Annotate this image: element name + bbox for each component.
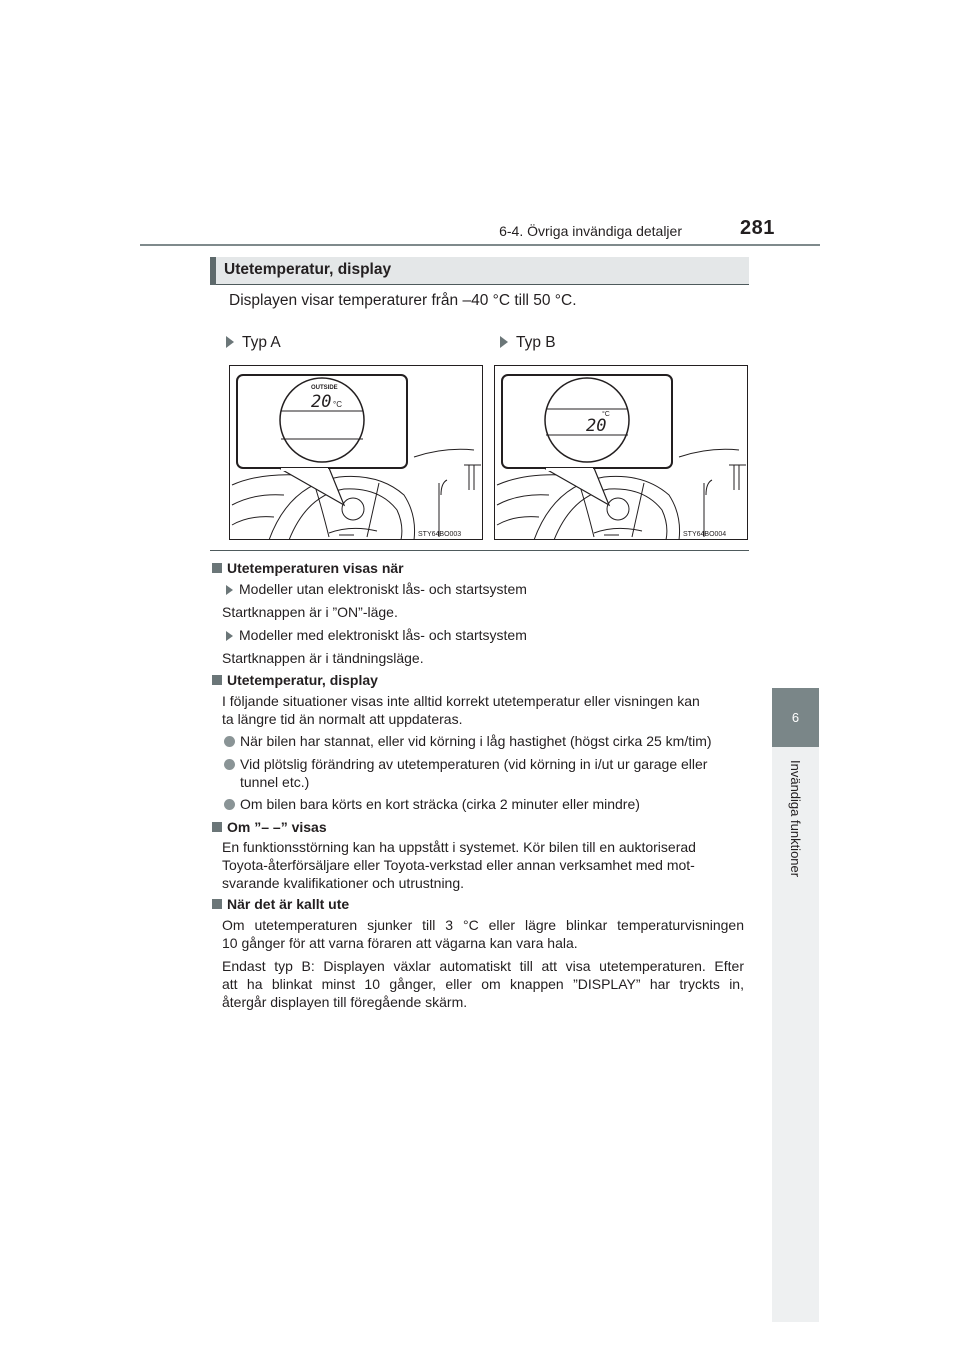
figure-type-b <box>494 365 748 540</box>
case-text: Startknappen är i tändningsläge. <box>222 650 424 666</box>
heading-cold: När det är kallt ute <box>212 895 349 913</box>
section-header: 6-4. Övriga invändiga detaljer <box>499 223 682 239</box>
heading-when-shown: Utetemperaturen visas när <box>212 559 404 577</box>
arrow-right-icon <box>226 631 233 641</box>
figure-code: STY64BO003 <box>418 531 462 538</box>
square-bullet-icon <box>212 822 222 832</box>
arrow-right-icon <box>226 336 234 348</box>
figure-rule <box>210 550 749 551</box>
bullet-item: Vid plötslig förändring av utetemperaturen (vid körning in i/ut ur garage eller tunnel etc.) <box>224 755 752 791</box>
display-value: 20 <box>311 392 332 412</box>
bullet-dot-icon <box>224 759 235 770</box>
arrow-right-icon <box>500 336 508 348</box>
figure-caption-a: Typ A <box>226 334 281 352</box>
cold-note-para1: Om utetemperaturen sjunker till 3 °C eller lägre blinkar temperaturvisningen 10 gånger för att varna föraren att vägarna kan vara hala. <box>222 917 744 951</box>
display-unit: °C <box>333 400 342 409</box>
bullet-item: När bilen har stannat, eller vid körning i låg hastighet (högst cirka 25 km/tim) <box>224 732 752 750</box>
dashes-note-text: En funktionsstörning kan ha uppstått i systemet. Kör bilen till en auktoriserad Toyota-återförsäljare eller Toyota-verkstad eller annan verksamhet med mot- svarande kvalifikationer och utrustning. <box>222 839 696 891</box>
square-bullet-icon <box>212 899 222 909</box>
intro-text: Displayen visar temperaturer från –40 °C till 50 °C. <box>229 292 577 309</box>
header-rule <box>140 244 820 246</box>
square-bullet-icon <box>212 675 222 685</box>
case-text: Startknappen är i ”ON”-läge. <box>222 604 398 620</box>
display-label: OUTSIDE <box>311 385 338 391</box>
case-label: Modeller med elektroniskt lås- och startsystem <box>226 626 527 644</box>
bullet-dot-icon <box>224 799 235 810</box>
cold-note-para2: Endast typ B: Displayen växlar automatiskt till att visa utetemperaturen. Efter att ha blinkat minst 10 gånger, eller om knappen ”DISPLAY” har tryckts in, återgår displayen till föregående skärm. <box>222 958 744 1010</box>
display-value: 20 <box>586 416 607 436</box>
section-title: Utetemperatur, display <box>224 261 392 278</box>
page-number: 281 <box>740 217 775 239</box>
bullet-dot-icon <box>224 736 235 747</box>
heading-dashes: Om ”– –” visas <box>212 818 327 836</box>
square-bullet-icon <box>212 563 222 573</box>
display-note-text: I följande situationer visas inte alltid korrekt utetemperatur eller visningen kan ta längre tid än normalt att uppdateras. <box>222 693 700 727</box>
bullet-item: Om bilen bara körts en kort sträcka (cirka 2 minuter eller mindre) <box>224 795 752 813</box>
display-unit: °C <box>602 411 610 418</box>
figure-type-a <box>229 365 483 540</box>
chapter-tab-label: Invändiga funktioner <box>788 760 803 878</box>
figure-code: STY64BO004 <box>683 531 727 538</box>
figure-caption-b: Typ B <box>500 334 556 352</box>
case-label: Modeller utan elektroniskt lås- och startsystem <box>226 580 527 598</box>
section-title-marker <box>210 257 216 285</box>
heading-display: Utetemperatur, display <box>212 671 378 689</box>
chapter-tab-label-wrap <box>772 760 819 920</box>
chapter-tab-number: 6 <box>772 688 819 747</box>
arrow-right-icon <box>226 585 233 595</box>
